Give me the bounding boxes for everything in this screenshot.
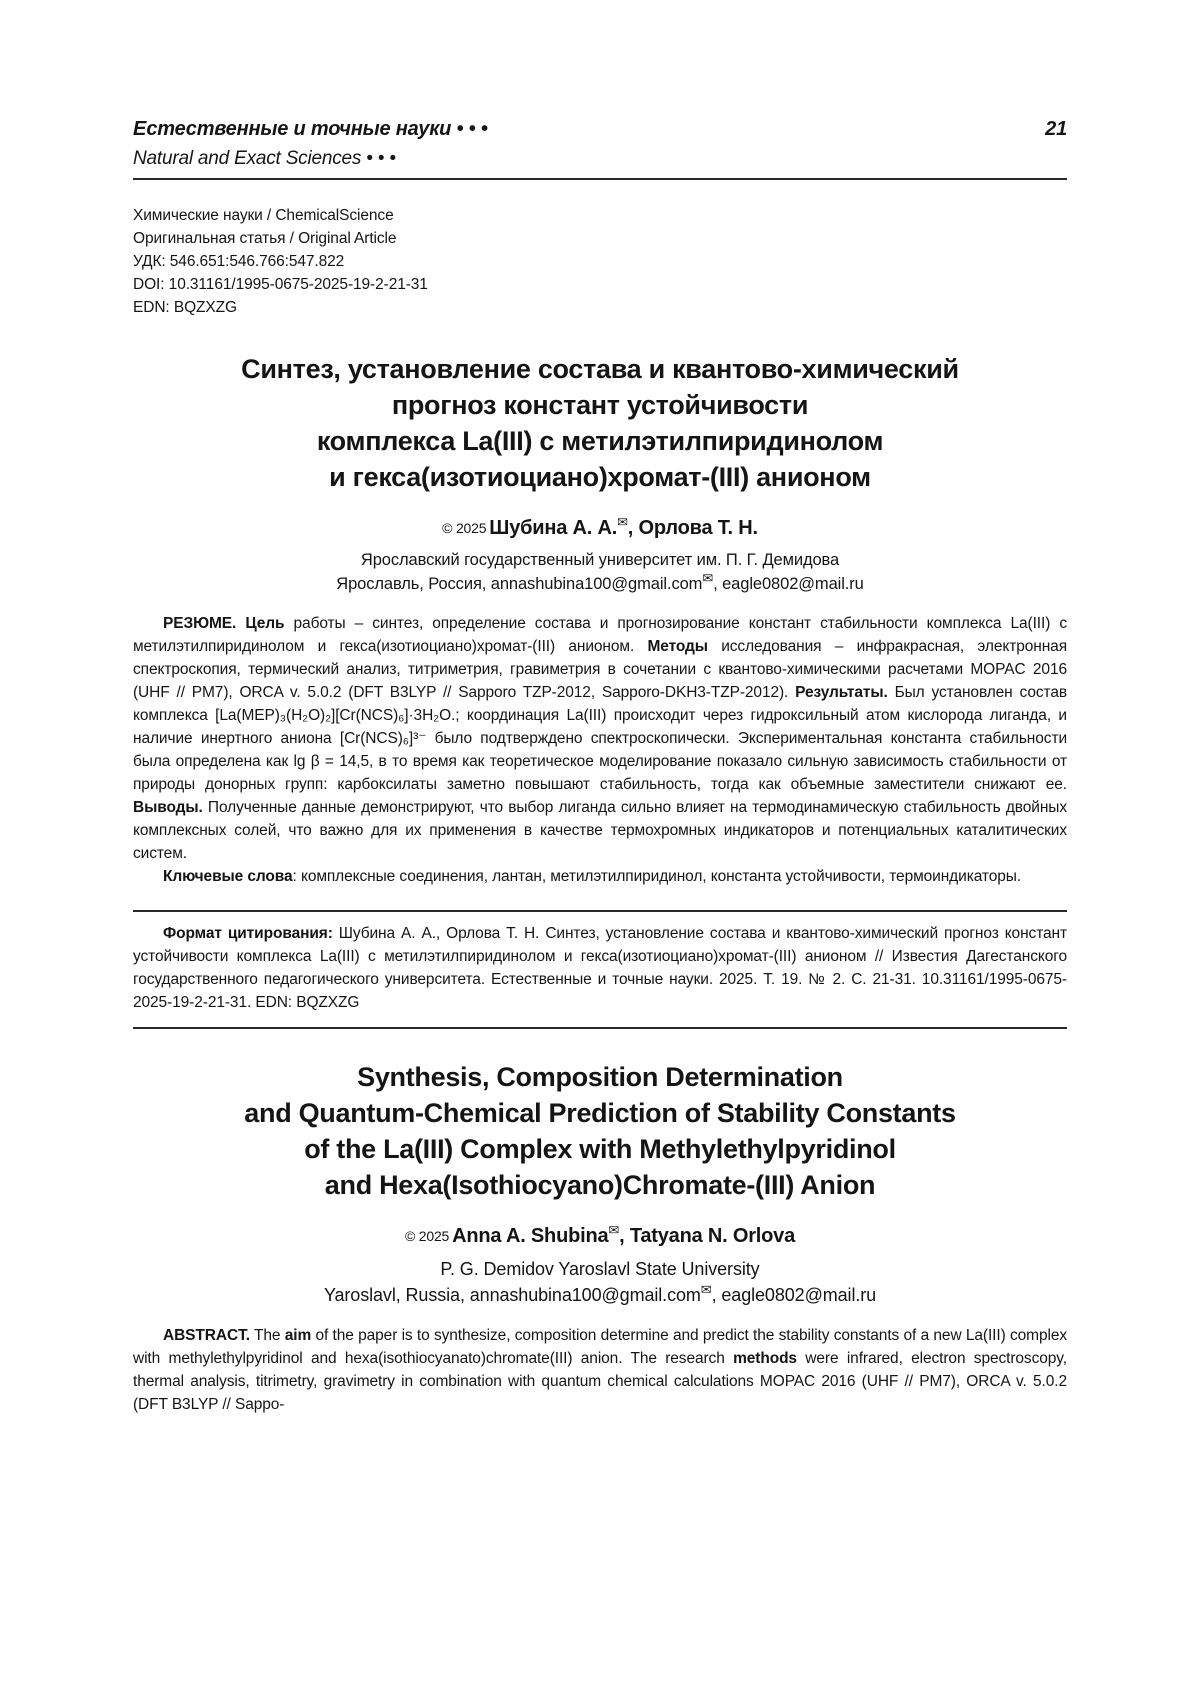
text-segment: methods: [733, 1350, 797, 1367]
contacts-ru-part1: Ярославль, Россия, annashubina100@gmail.com: [336, 575, 703, 593]
text-segment: РЕЗЮМЕ. Цель: [163, 615, 285, 632]
article-title-en: Synthesis, Composition Determination and Quantum-Chemical Prediction of Stability Constants of the La(III) Complex with Methylethylpyridinol and Hexa(Isothiocyano)Chromate-(III) Anion: [244, 1062, 956, 1200]
envelope-icon: ✉: [702, 570, 714, 586]
text-segment: Ключевые слова: [163, 868, 293, 885]
meta-udc-line: УДК: 546.651:546.766:547.822: [133, 253, 345, 270]
copyright-mark-ru: © 2025: [442, 520, 487, 536]
contacts-line-ru: [133, 570, 1067, 596]
meta-edn-line: EDN: BQZXZG: [133, 299, 237, 316]
text-segment: of the paper is to synthesize, composition determine and predict the stability constants of a new La(III) complex with methylethylpyridinol and hexa(isothiocyanato)chromate(III) anion. The research: [133, 1327, 1067, 1367]
author-en-2: Tatyana N. Orlova: [629, 1225, 796, 1247]
journal-title-ru: Естественные и точные науки • • •: [133, 118, 488, 140]
author-ru-1: Шубина А. А.: [489, 517, 618, 539]
text-segment: Методы: [647, 638, 708, 655]
abstract-en: [133, 1324, 1067, 1416]
contacts-line-en: [133, 1283, 1067, 1308]
meta-doi-line: DOI: 10.31161/1995-0675-2025-19-2-21-31: [133, 276, 428, 293]
abstract-ru: [133, 612, 1067, 865]
text-segment: Выводы.: [133, 799, 203, 816]
running-head-line-ru: [133, 118, 1067, 141]
copyright-mark-en: © 2025: [404, 1228, 450, 1244]
text-segment: ABSTRACT.: [163, 1327, 250, 1344]
keywords-ru: [133, 865, 1067, 888]
contacts-ru-part2: , eagle0802@mail.ru: [713, 575, 864, 593]
journal-title-en: Natural and Exact Sciences • • •: [133, 148, 396, 169]
authors-line-en: [133, 1222, 1067, 1248]
page-number: 21: [1045, 118, 1067, 140]
meta-article-type-line: Оригинальная статья / Original Article: [133, 230, 397, 247]
text-segment: Формат цитирования:: [163, 925, 333, 942]
text-segment: работы – синтез, определение состава и прогнозирование констант стабильности комплекса La(III) с метилэтилпиридинолом и гекса(изотиоциано)хромат-(III) анионом.: [133, 615, 1068, 655]
contacts-en-part2: , eagle0802@mail.ru: [711, 1285, 877, 1305]
authors-line-ru: [133, 514, 1067, 540]
text-segment: исследования – инфракрасная, электронная спектроскопия, термический анализ, титриметрия, гравиметрия в сочетании с квантово-химическими расчетами MOPAC 2016 (UHF // PM7), ORCA v. 5.0.2 (DFT B3LYP // Sapporo TZP-2012, Sapporo-DKH3-TZP-2012).: [133, 638, 1067, 701]
meta-subject-line: Химические науки / ChemicalScience: [133, 207, 394, 224]
citation-block: [133, 910, 1067, 1029]
affiliation-en: P. G. Demidov Yaroslavl State University: [440, 1259, 760, 1279]
authors-separator-ru: ,: [627, 517, 639, 539]
text-segment: Полученные данные демонстрируют, что выбор лиганда сильно влияет на термодинамическую стабильность двойных комплексных солей, что важно для их применения в качестве термохромных индикаторов и потенциальных каталитических систем.: [133, 799, 1067, 862]
envelope-icon: ✉: [608, 1222, 620, 1238]
authors-separator-en: ,: [619, 1225, 630, 1247]
article-meta: [133, 204, 1067, 319]
text-segment: Был установлен состав комплекса [La(MEP)₃(H₂O)₂][Cr(NCS)₆]·3H₂O.; координация La(III) происходит через гидроксильный атом кислорода лиганда, и наличие инертного аниона [Cr(NCS)₆]³⁻ было подтверждено спектроскопически. Экспериментальная константа стабильности была определена как lg β = 14,5, в то время как теоретическое моделирование показало сильную зависимость стабильности от природы донорных групп: карбоксилаты заметно повышают стабильность, тогда как объемные заместители снижают ее.: [133, 684, 1067, 793]
text-segment: were infrared, electron spectroscopy, thermal analysis, titrimetry, gravimetry in combination with quantum chemical calculations MOPAC 2016 (UHF // PM7), ORCA v. 5.0.2 (DFT B3LYP // Sappo-: [133, 1350, 1067, 1413]
running-head: [133, 118, 1067, 180]
text-segment: Результаты.: [795, 684, 888, 701]
text-segment: The: [249, 1327, 285, 1344]
affiliation-ru: Ярославский государственный университет им. П. Г. Демидова: [360, 551, 840, 569]
text-segment: aim: [284, 1327, 312, 1344]
text-segment: : комплексные соединения, лантан, метилэтилпиридинол, константа устойчивости, термоиндикаторы.: [292, 868, 1022, 885]
contacts-en-part1: Yaroslavl, Russia, annashubina100@gmail.com: [323, 1285, 701, 1305]
citation-text: [133, 922, 1067, 1014]
envelope-icon: ✉: [617, 514, 628, 530]
article-title-ru: Синтез, установление состава и квантово-химический прогноз констант устойчивости комплекса La(III) с метилэтилпиридинолом и гекса(изотиоциано)хромат-(III) анионом: [241, 354, 959, 492]
text-segment: Шубина А. А., Орлова Т. Н. Синтез, установление состава и квантово-химический прогноз констант устойчивости комплекса La(III) с метилэтилпиридинолом и гекса(изотиоциано)хромат-(III) анионом // Известия Дагестанского государственного педагогического университета. Естественные и точные науки. 2025. Т. 19. № 2. С. 21-31. 10.31161/1995-0675-2025-19-2-21-31. EDN: BQZXZG: [133, 925, 1067, 1011]
author-en-1: Anna A. Shubina: [452, 1225, 609, 1247]
author-ru-2: Орлова Т. Н.: [638, 517, 758, 539]
envelope-icon: ✉: [700, 1282, 712, 1297]
